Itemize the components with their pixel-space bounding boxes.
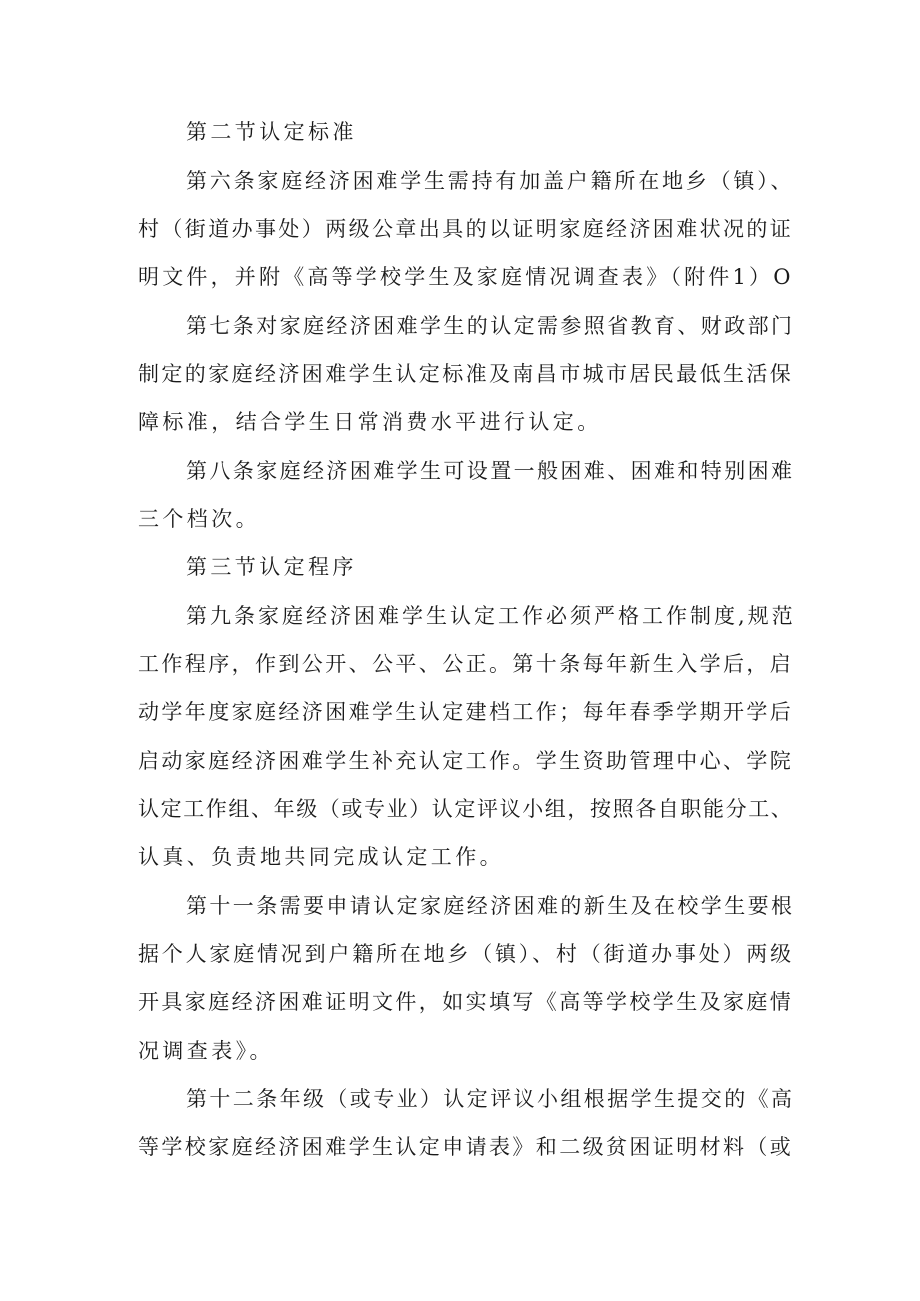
section-heading: 第二节认定标准 — [186, 120, 357, 144]
paragraph-line: 启动家庭经济困难学生补充认定工作。学生资助管理中心、学院 — [138, 749, 794, 773]
paragraph-line: 据个人家庭情况到户籍所在地乡（镇）、村（街道办事处）两级 — [138, 942, 794, 966]
paragraph-line: 况调查表》。 — [138, 1039, 274, 1063]
paragraph-line: 第六条家庭经济困难学生需持有加盖户籍所在地乡（镇）、 — [186, 169, 795, 193]
paragraph-line: 第八条家庭经济困难学生可设置一般困难、困难和特别困难 — [186, 459, 795, 483]
paragraph-line: 第七条对家庭经济困难学生的认定需参照省教育、财政部门 — [186, 314, 795, 338]
paragraph-line: 第十一条需要申请认定家庭经济困难的新生及在校学生要根 — [186, 894, 795, 918]
paragraph-line: 第九条家庭经济困难学生认定工作必须严格工作制度,规范 — [186, 604, 796, 628]
paragraph-line: 认真、负责地共同完成认定工作。 — [138, 845, 504, 869]
paragraph-line: 明文件，并附《高等学校学生及家庭情况调查表》（附件1）O — [138, 265, 794, 289]
paragraph-line: 等学校家庭经济困难学生认定申请表》和二级贫困证明材料（或 — [138, 1135, 794, 1159]
paragraph-line: 村（街道办事处）两级公章出具的以证明家庭经济困难状况的证 — [138, 217, 794, 241]
paragraph-line: 认定工作组、年级（或专业）认定评议小组，按照各自职能分工、 — [138, 797, 794, 821]
paragraph-line: 工作程序，作到公开、公平、公正。第十条每年新生入学后，启 — [138, 652, 794, 676]
paragraph-line: 三个档次。 — [138, 507, 260, 531]
paragraph-line: 障标准，结合学生日常消费水平进行认定。 — [138, 410, 602, 434]
paragraph-line: 开具家庭经济困难证明文件，如实填写《高等学校学生及家庭情 — [138, 990, 794, 1014]
paragraph-line: 制定的家庭经济困难学生认定标准及南昌市城市居民最低生活保 — [138, 362, 794, 386]
paragraph-line: 第十二条年级（或专业）认定评议小组根据学生提交的《高 — [186, 1087, 795, 1111]
paragraph-line: 动学年度家庭经济困难学生认定建档工作；每年春季学期开学后 — [138, 700, 794, 724]
section-heading: 第三节认定程序 — [186, 555, 357, 579]
